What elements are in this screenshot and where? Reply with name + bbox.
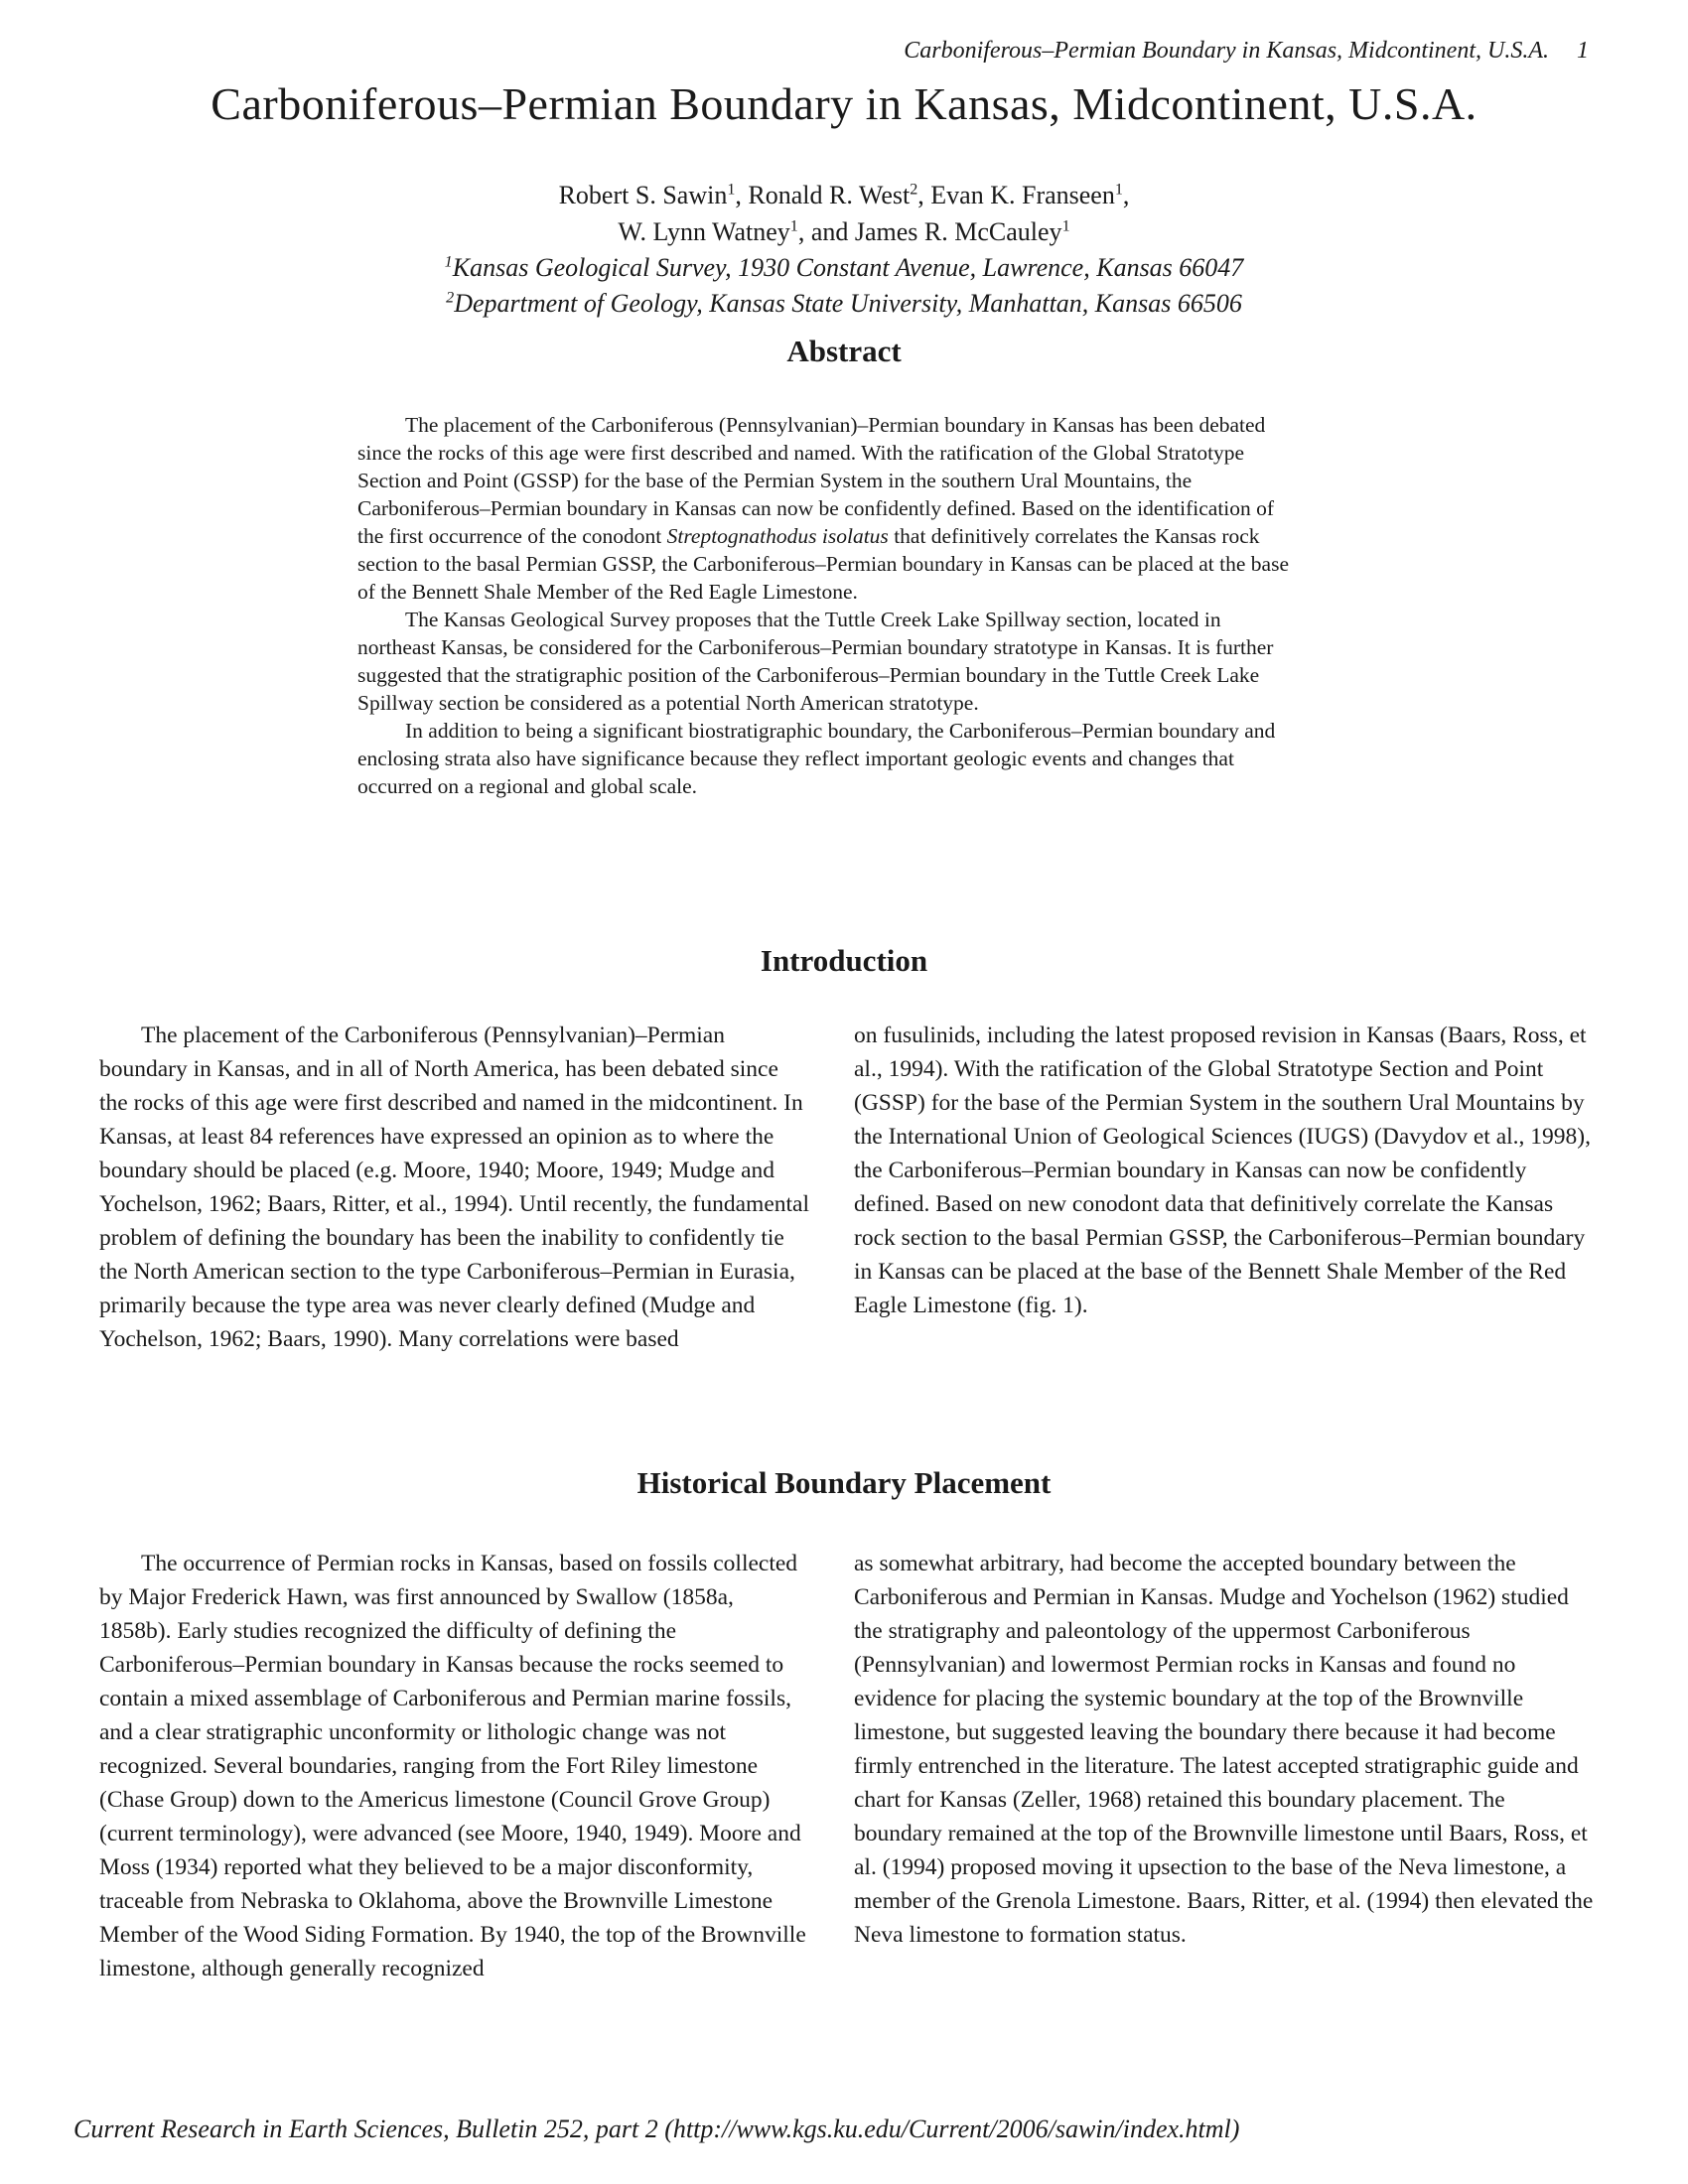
abstract-text — [357, 411, 1299, 800]
author-line-1: Robert S. Sawin$^1$, Ronald R. West$^2$, Evan K. Franseen$^1$, — [558, 181, 1130, 209]
author-block — [0, 177, 1688, 250]
page-footer: Current Research in Earth Sciences, Bulletin 252, part 2 (http://www.kgs.ku.edu/Current/2006/sawin/index.html) — [73, 2115, 1240, 2143]
article-title: Carboniferous–Permian Boundary in Kansas, Midcontinent, U.S.A. — [211, 78, 1477, 129]
paragraph: The placement of the Carboniferous (Pennsylvanian)–Permian boundary in Kansas has been debated since the rocks of this age were first described and named. With the ratification of the Global Stratotype Section and Point (GSSP) for the base of the Permian System in the southern Ural Mountains, the Carboniferous–Permian boundary in Kansas can now be confidently defined. Based on the identification of the first occurrence of the conodont Streptognathodus isolatus that definitively correlates the Kansas rock section to the basal Permian GSSP, the Carboniferous–Permian boundary in Kansas can be placed at the base of the Bennett Shale Member of the Red Eagle Limestone. — [357, 413, 1290, 604]
author-line-2: W. Lynn Watney$^1$, and James R. McCauley$^1$ — [618, 217, 1070, 246]
historical-right-column — [854, 1547, 1597, 1952]
introduction-right-column — [854, 1019, 1597, 1322]
introduction-left-column — [99, 1019, 810, 1356]
historical-left-column — [99, 1547, 810, 1985]
running-header-title: Carboniferous–Permian Boundary in Kansas, Midcontinent, U.S.A. — [904, 38, 1549, 64]
paragraph: on fusulinids, including the latest proposed revision in Kansas (Baars, Ross, et al., 1994). With the ratification of the Global Stratotype Section and Point (GSSP) for the base of the Permian System in the southern Ural Mountains by the International Union of Geological Sciences (IUGS) (Davydov et al., 1998), the Carboniferous–Permian boundary in Kansas can now be confidently defined. Based on new conodont data that definitively correlate the Kansas rock section to the basal Permian GSSP, the Carboniferous–Permian boundary in Kansas can be placed at the base of the Bennett Shale Member of the Red Eagle Limestone (fig. 1). — [854, 1023, 1591, 1318]
abstract-heading: Abstract — [786, 334, 902, 368]
affiliation-2: $^2$Department of Geology, Kansas State University, Manhattan, Kansas 66506 — [446, 289, 1242, 318]
page-number: 1 — [1577, 38, 1589, 64]
affiliation-1: $^1$Kansas Geological Survey, 1930 Constant Avenue, Lawrence, Kansas 66047 — [444, 253, 1244, 282]
introduction-heading: Introduction — [760, 943, 928, 978]
historical-heading: Historical Boundary Placement — [636, 1465, 1052, 1500]
paragraph: The Kansas Geological Survey proposes that the Tuttle Creek Lake Spillway section, located in northeast Kansas, be considered for the Carboniferous–Permian boundary stratotype in Kansas. It is further suggested that the stratigraphic position of the Carboniferous–Permian boundary in the Tuttle Creek Lake Spillway section be considered as a potential North American stratotype. — [357, 608, 1274, 715]
affiliation-block — [0, 250, 1688, 322]
paragraph: In addition to being a significant biostratigraphic boundary, the Carboniferous–Permian boundary and enclosing strata also have significance because they reflect important geologic events and changes that occurred on a regional and global scale. — [357, 719, 1276, 798]
paragraph: The occurrence of Permian rocks in Kansas, based on fossils collected by Major Frederick Hawn, was first announced by Swallow (1858a, 1858b). Early studies recognized the difficulty of defining the Carboniferous–Permian boundary in Kansas because the rocks seemed to contain a mixed assemblage of Carboniferous and Permian marine fossils, and a clear stratigraphic unconformity or lithologic change was not recognized. Several boundaries, ranging from the Fort Riley limestone (Chase Group) down to the Americus limestone (Council Grove Group) (current terminology), were advanced (see Moore, 1940, 1949). Moore and Moss (1934) reported what they believed to be a major disconformity, traceable from Nebraska to Oklahoma, above the Brownville Limestone Member of the Wood Siding Formation. By 1940, the top of the Brownville limestone, although generally recognized — [99, 1551, 806, 1981]
paragraph: as somewhat arbitrary, had become the accepted boundary between the Carboniferous and Permian in Kansas. Mudge and Yochelson (1962) studied the stratigraphy and paleontology of the uppermost Carboniferous (Pennsylvanian) and lowermost Permian rocks in Kansas and found no evidence for placing the systemic boundary at the top of the Brownville limestone, but suggested leaving the boundary there because it had become firmly entrenched in the literature. The latest accepted stratigraphic guide and chart for Kansas (Zeller, 1968) retained this boundary placement. The boundary remained at the top of the Brownville limestone until Baars, Ross, et al. (1994) proposed moving it upsection to the base of the Neva limestone, a member of the Grenola Limestone. Baars, Ritter, et al. (1994) then elevated the Neva limestone to formation status. — [854, 1551, 1594, 1948]
running-header — [99, 38, 1589, 65]
paragraph: The placement of the Carboniferous (Pennsylvanian)–Permian boundary in Kansas, and in all of North America, has been debated since the rocks of this age were first described and named in the midcontinent. In Kansas, at least 84 references have expressed an opinion as to where the boundary should be placed (e.g. Moore, 1940; Moore, 1949; Mudge and Yochelson, 1962; Baars, Ritter, et al., 1994). Until recently, the fundamental problem of defining the boundary has been the inability to confidently tie the North American section to the type Carboniferous–Permian in Eurasia, primarily because the type area was never clearly defined (Mudge and Yochelson, 1962; Baars, 1990). Many correlations were based — [99, 1023, 810, 1352]
